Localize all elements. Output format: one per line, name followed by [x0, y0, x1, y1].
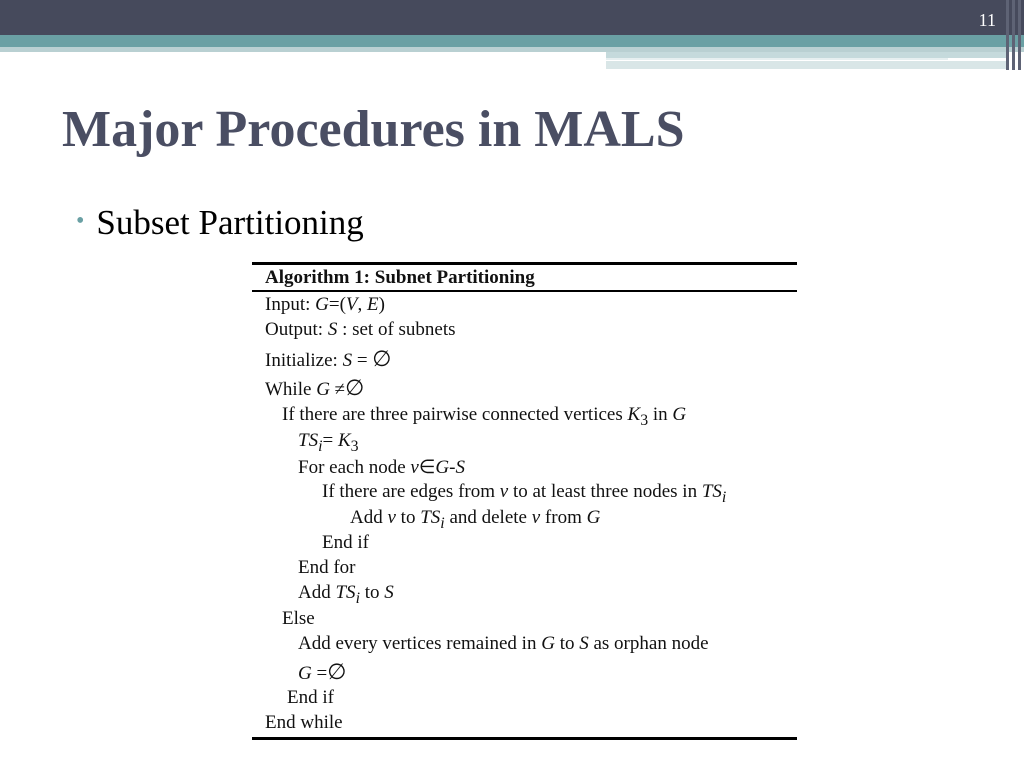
bullet-item	[76, 203, 364, 243]
algorithm-title: Algorithm 1: Subnet Partitioning	[265, 267, 535, 288]
slide-number: 11	[978, 10, 996, 30]
header-bar	[0, 0, 1024, 35]
algorithm-line-output: Output: S : set of subnets	[265, 319, 456, 340]
bullet-text: Subset Partitioning	[96, 203, 364, 242]
decorative-vertical-bar	[1018, 0, 1021, 70]
decorative-vertical-bar	[1006, 0, 1009, 70]
algorithm-header-rule	[252, 290, 797, 292]
algorithm-line-end-if: End if	[322, 532, 369, 553]
algorithm-line-input: Input: G=(V, E)	[265, 294, 385, 315]
algorithm-line-for: For each node v∈G-S	[298, 457, 465, 478]
algorithm-bottom-rule	[252, 737, 797, 740]
header-accent-band	[0, 35, 1024, 47]
algorithm-line-else: Else	[282, 608, 315, 629]
algorithm-line-inner-if: If there are edges from v to at least three nodes in $TS_i$	[322, 481, 727, 506]
decorative-vertical-bar	[1012, 0, 1015, 70]
algorithm-line-end-while: End while	[265, 712, 343, 733]
algorithm-line-end-if-outer: End if	[287, 687, 334, 708]
decorative-strip	[606, 61, 1006, 69]
algorithm-top-rule	[252, 262, 797, 265]
slide-title: Major Procedures in MALS	[62, 101, 685, 158]
algorithm-line-if: If there are three pairwise connected vertices $K_3$ in G	[282, 404, 687, 429]
algorithm-line-clear: G =∅	[298, 659, 347, 684]
algorithm-line-add: Add v to $TS_i$ and delete v from G	[350, 507, 601, 532]
algorithm-line-end-for: End for	[298, 557, 356, 578]
bullet-icon: •	[76, 208, 85, 234]
algorithm-line-while: While G ≠∅	[265, 375, 365, 400]
algorithm-box	[252, 262, 797, 740]
algorithm-line-add-ts: Add $TS_i$ to S	[298, 582, 394, 607]
algorithm-line-orphan: Add every vertices remained in G to S as orphan node	[298, 633, 709, 654]
algorithm-line-assign: $TS_i= K_3$	[298, 430, 359, 455]
decorative-strip	[606, 58, 948, 60]
algorithm-line-initialize: Initialize: S = ∅	[265, 346, 392, 371]
